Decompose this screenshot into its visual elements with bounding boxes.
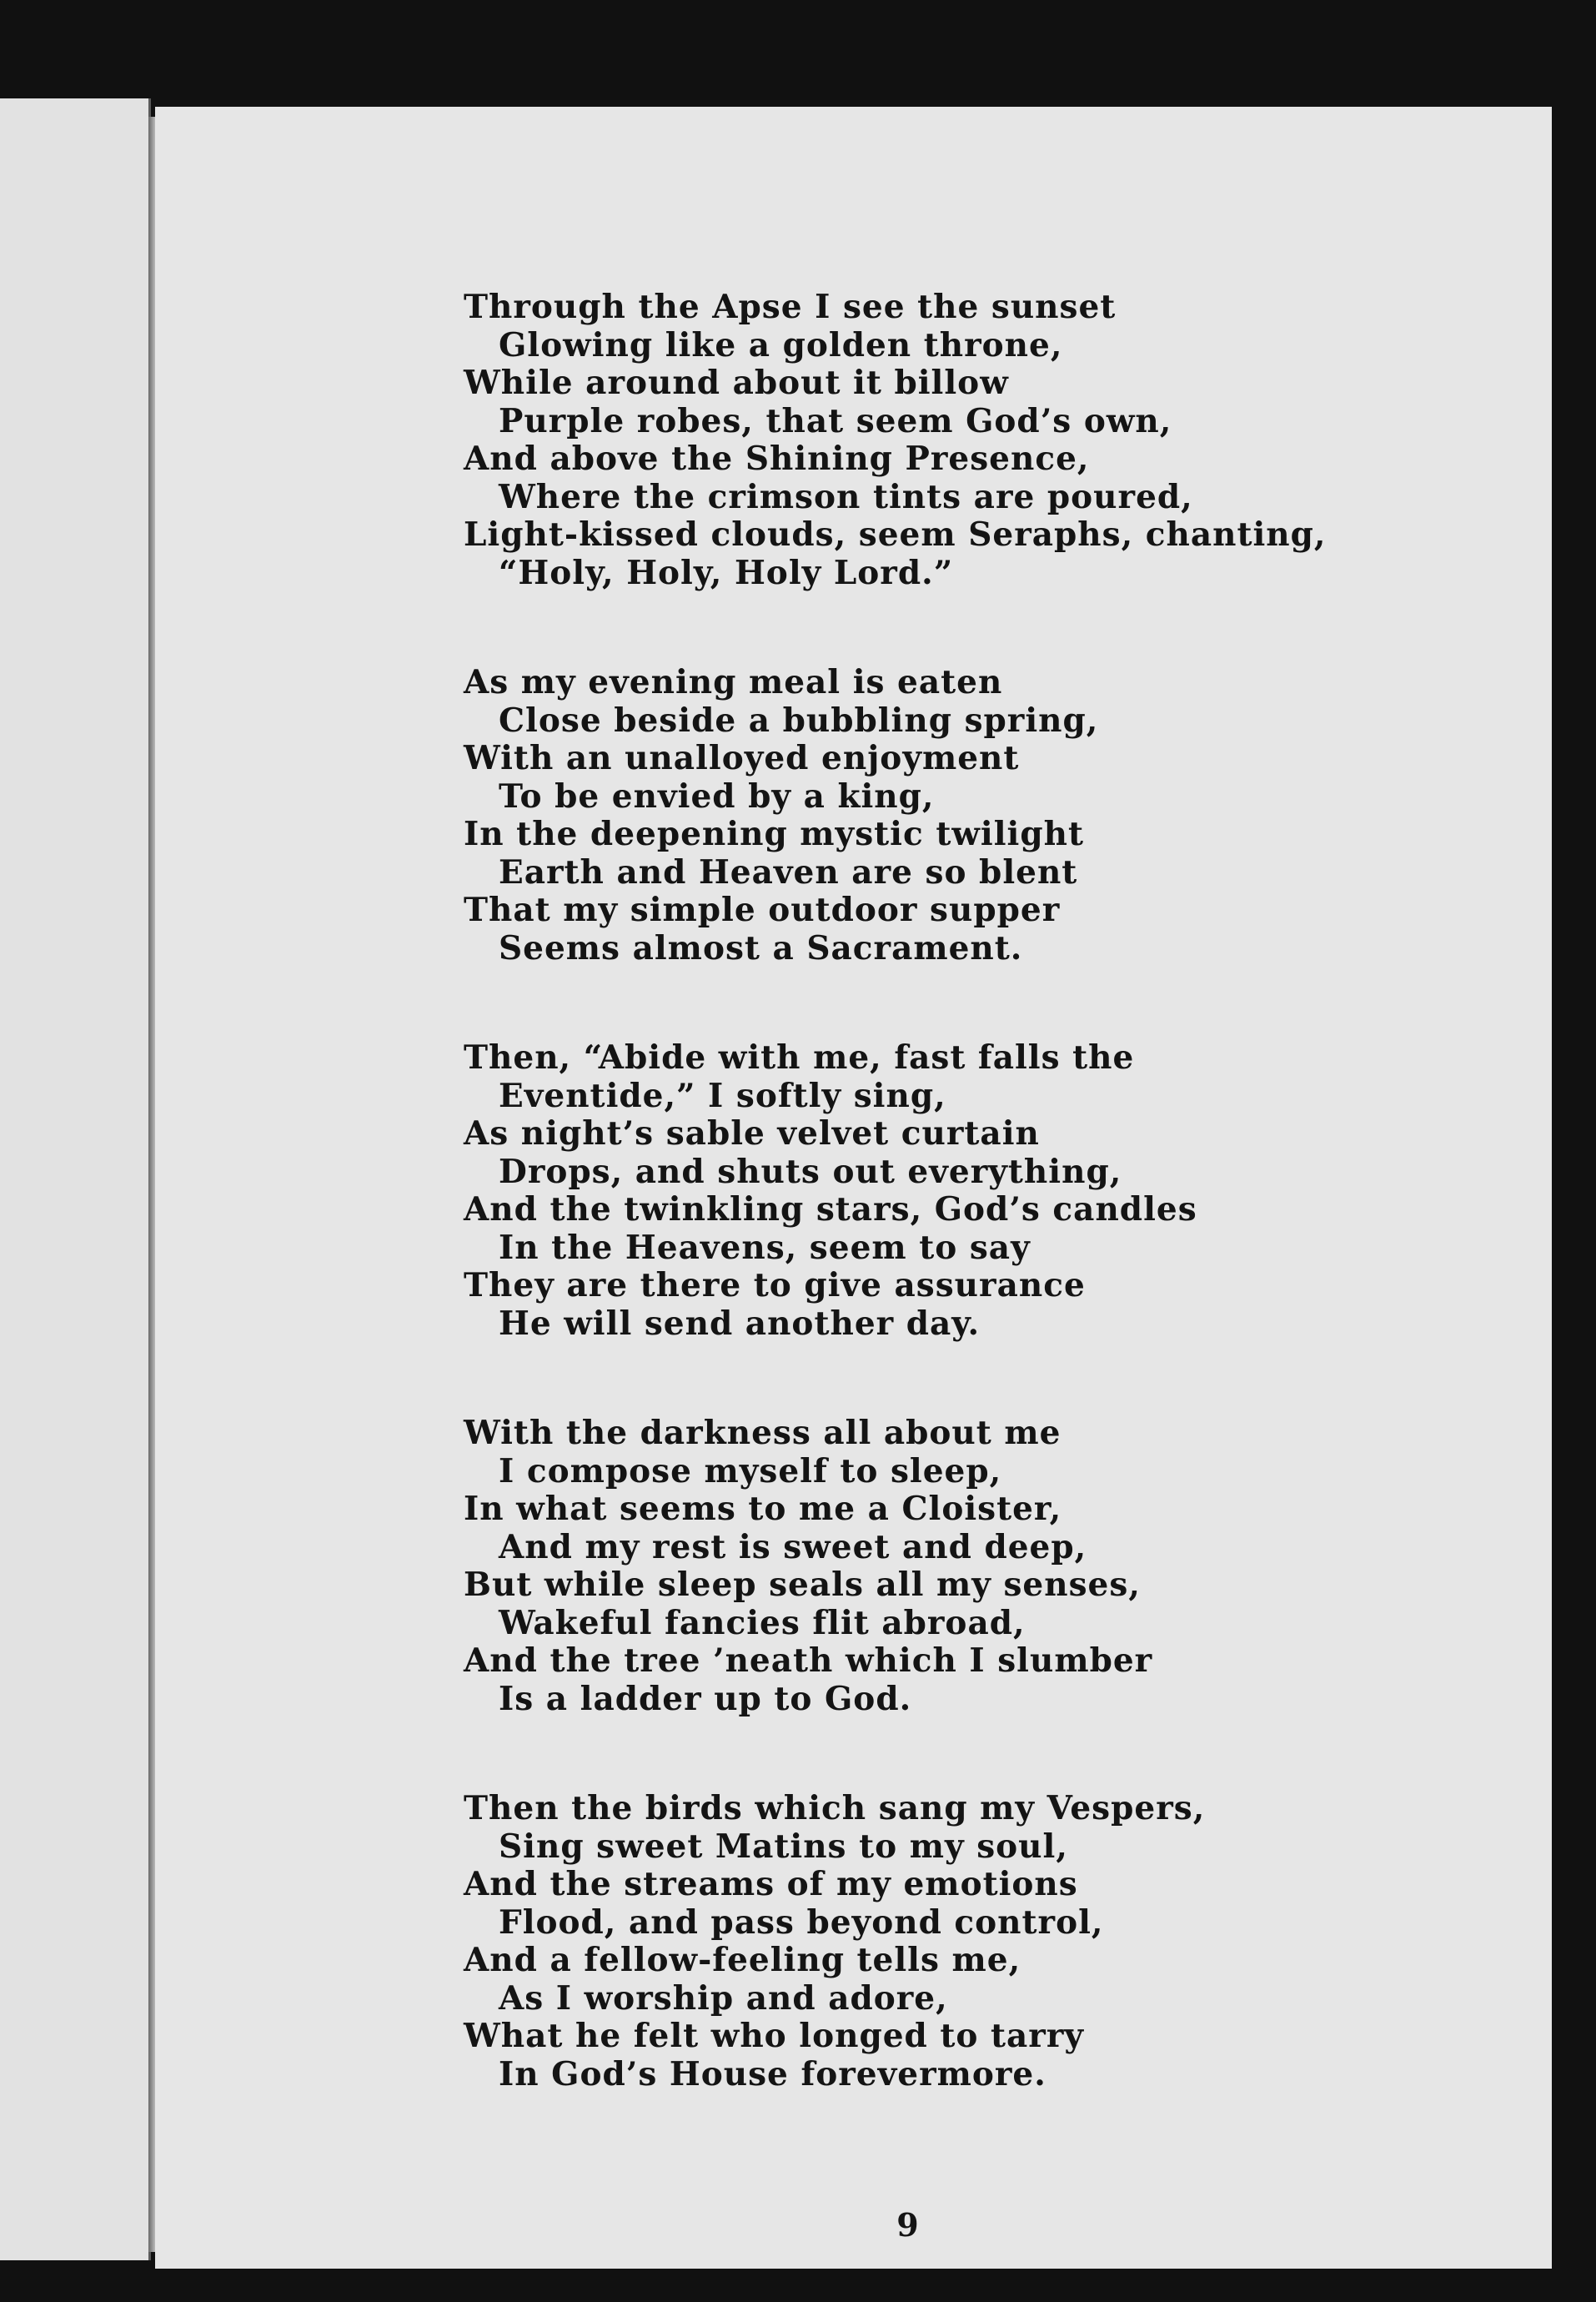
poem-stanza: [464, 1039, 1498, 1343]
poem-line: Purple robes, that seem God’s own,: [499, 401, 1172, 440]
poem-line: Light-kissed clouds, seem Seraphs, chanting,: [464, 515, 1327, 554]
poem-line: Then the birds which sang my Vespers,: [464, 1789, 1206, 1827]
poem-stanza: [464, 664, 1498, 968]
poem-line: Seems almost a Sacrament.: [499, 928, 1023, 968]
poem-line: As night’s sable velvet curtain: [464, 1114, 1040, 1153]
poem-line: That my simple outdoor supper: [464, 891, 1061, 929]
poem-line: Earth and Heaven are so blent: [499, 852, 1078, 892]
poem-line: And the streams of my emotions: [464, 1865, 1078, 1903]
page-number: 9: [896, 2206, 919, 2244]
poem-line: Glowing like a golden throne,: [499, 325, 1063, 364]
poem-line: Close beside a bubbling spring,: [499, 701, 1099, 740]
poem-line: To be envied by a king,: [499, 777, 935, 816]
poem-line: Eventide,” I softly sing,: [499, 1076, 946, 1115]
poem-stanza: [464, 289, 1498, 592]
poem-line: As I worship and adore,: [499, 1978, 948, 2018]
poem-line: And above the Shining Presence,: [464, 440, 1090, 478]
poem-line: They are there to give assurance: [464, 1266, 1086, 1304]
poem-line: And a fellow-feeling tells me,: [464, 1941, 1021, 1979]
poem-line: While around about it billow: [464, 364, 1009, 402]
book-binding-edge: [148, 117, 155, 2252]
poem-line: Drops, and shuts out everything,: [499, 1152, 1122, 1191]
poem-line: “Holy, Holy, Holy Lord.”: [499, 553, 954, 592]
poem-line: In what seems to me a Cloister,: [464, 1490, 1062, 1528]
poem-line: He will send another day.: [499, 1304, 981, 1343]
poem-line: In God’s House forevermore.: [499, 2054, 1046, 2093]
poem-line: I compose myself to sleep,: [499, 1451, 1002, 1490]
poem-line: Then, “Abide with me, fast falls the: [464, 1038, 1135, 1077]
poem-line: Is a ladder up to God.: [499, 1679, 912, 1718]
poem-line: In the deepening mystic twilight: [464, 815, 1084, 853]
poem-stanza: [464, 1415, 1498, 1718]
poem-line: With an unalloyed enjoyment: [464, 739, 1020, 777]
book-page: [155, 107, 1552, 2269]
poem-line: What he felt who longed to tarry: [464, 2017, 1085, 2055]
poem-body: [464, 289, 1498, 2165]
poem-line: Wakeful fancies flit abroad,: [499, 1603, 1026, 1642]
poem-line: Where the crimson tints are poured,: [499, 477, 1193, 516]
poem-line: Sing sweet Matins to my soul,: [499, 1827, 1068, 1866]
facing-page-edge: [0, 98, 151, 2260]
poem-line: And my rest is sweet and deep,: [499, 1527, 1087, 1566]
poem-line: And the tree ’neath which I slumber: [464, 1641, 1153, 1680]
poem-line: And the twinkling stars, God’s candles: [464, 1190, 1197, 1229]
poem-line: As my evening meal is eaten: [464, 663, 1003, 701]
poem-line: Through the Apse I see the sunset: [464, 288, 1117, 326]
poem-stanza: [464, 1790, 1498, 2093]
poem-line: With the darkness all about me: [464, 1414, 1061, 1452]
poem-line: In the Heavens, seem to say: [499, 1228, 1031, 1267]
poem-line: Flood, and pass beyond control,: [499, 1902, 1104, 1942]
poem-line: But while sleep seals all my senses,: [464, 1566, 1141, 1604]
